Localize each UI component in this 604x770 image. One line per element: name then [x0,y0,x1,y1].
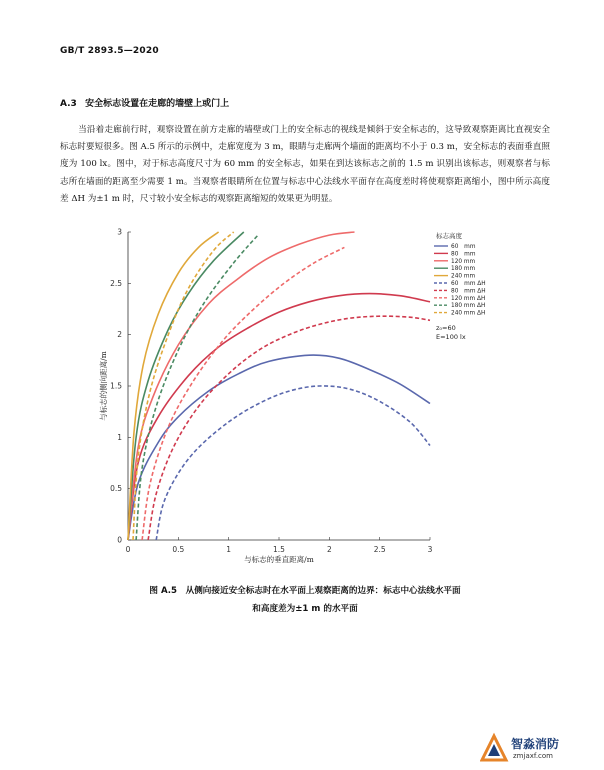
x-axis-label: 与标志的垂直距离/m [244,555,314,564]
watermark-text: 智淼消防 [511,737,560,751]
legend-entry: 80 mm ΔH [451,288,486,295]
legend-entry: 240 mm ΔH [451,310,486,317]
x-tick-label: 0.5 [172,545,185,554]
y-axis-label: 与标志的侧向距离/m [99,351,108,421]
legend-entry: 240 mm [451,273,476,280]
watermark-url: zmjaxf.com [513,752,554,760]
y-tick-label: 1 [117,432,122,442]
figure-caption-line-2: 和高度差为±1 m 的水平面 [252,604,358,614]
legend-entry: 80 mm [451,251,476,258]
x-tick-label: 3 [427,545,433,554]
section-title: 安全标志设置在走廊的墙壁上或门上 [85,99,230,109]
chart-annotation: E=100 lx [436,333,466,341]
series-line-8 [142,247,344,540]
legend-entry: 180 mm [451,266,476,273]
x-tick-label: 1 [226,545,232,554]
series-line-7 [148,316,430,540]
y-tick-label: 0 [117,535,122,545]
x-tick-label: 0 [125,545,131,554]
x-tick-label: 1.5 [273,545,285,554]
legend-entry: 60 mm ΔH [451,281,486,287]
legend-entry: 120 mm [451,258,476,265]
series-line-5 [128,232,219,540]
legend-entry: 60 mm [451,244,476,250]
series-line-2 [128,294,430,540]
body-paragraph-text: 当沿着走廊前行时，观察设置在前方走廊的墙壁或门上的安全标志的视线是倾斜于安全标志的，这导致观察距离比直视安全标志时要短很多。图 A.5 所示的示例中，走廊宽度为 3 m，眼睛与走廊两个墙面的距离均不小于 0.3 m，安全标志的表面垂直照度为 100 lx。图中，对于标志高度尺寸为 60 mm 的安全标志，如果在到达该标志之前的 1.5 m 识别出该标志，则观察者与标志所在墙面的距离至少需要 1 m。当观察者眼睛所在位置与标志中心法线水平面存在高度差时将使观察距离缩小，图中所示高度差 ΔH 为±1 m 时，尺寸较小安全标志的观察距离缩短的效果更为明显。 [60,125,550,204]
series-line-1 [128,355,430,540]
standard-code: GB/T 2893.5—2020 [60,46,159,56]
section-number: A.3 [60,99,77,109]
y-tick-label: 0.5 [110,484,122,494]
legend-entry: 180 mm ΔH [451,303,486,310]
y-tick-label: 2 [117,330,122,340]
series-line-4 [128,232,244,540]
series-line-6 [156,386,430,540]
y-tick-label: 3 [117,227,122,237]
y-tick-label: 1.5 [110,381,122,391]
chart-annotation: z₀=60 [436,324,456,332]
x-tick-label: 2 [326,545,332,554]
legend-title: 标志高度 [436,232,462,240]
figure-caption-line-1: 图 A.5 从侧向接近安全标志时在水平面上观察距离的边界：标志中心法线水平面 [149,586,461,596]
y-tick-label: 2.5 [110,278,122,288]
legend-entry: 120 mm ΔH [451,295,486,302]
x-tick-label: 2.5 [373,545,386,554]
